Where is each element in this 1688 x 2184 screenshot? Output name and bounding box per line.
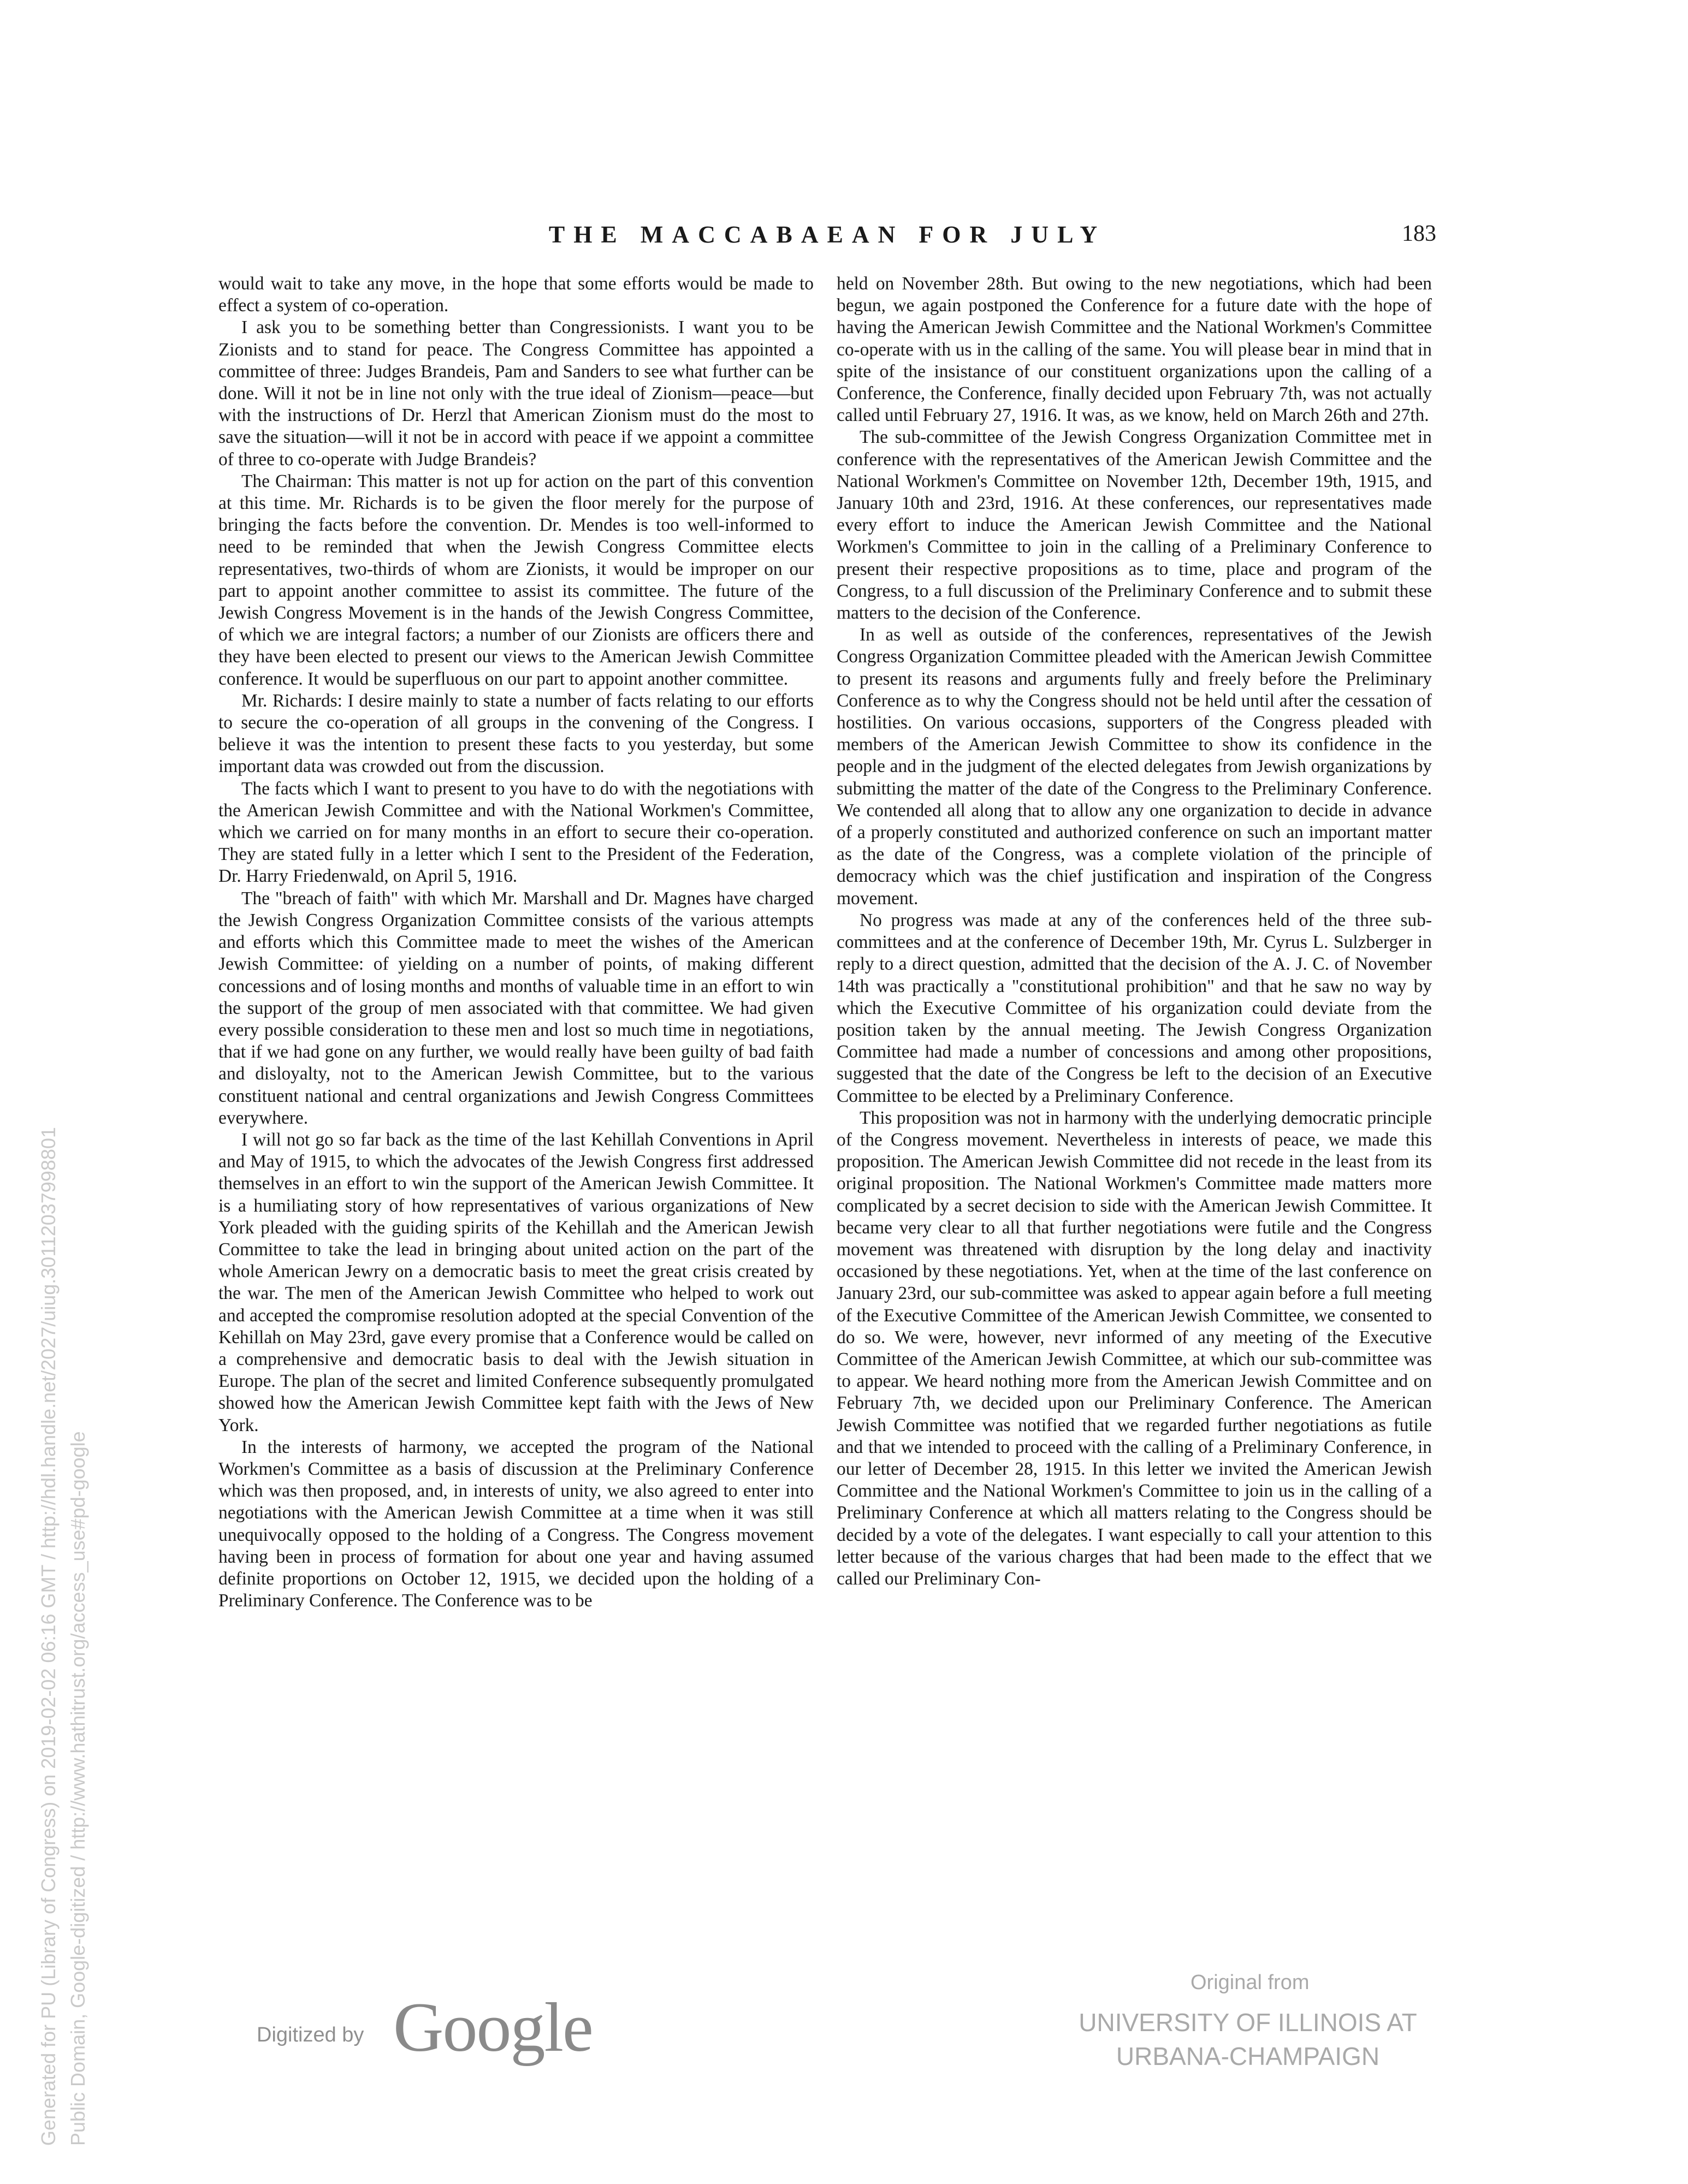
- paragraph: would wait to take any move, in the hope that some efforts would be made to effect a system of co-operation.: [218, 274, 814, 316]
- paragraph: The facts which I want to present to you have to do with the negotiations with the American Jewish Committee and with the National Workmen's Committee, which we carried on for many months in an effort to secure their co-operation. They are stated fully in a letter which I sent to the President of the Federation, Dr. Harry Friedenwald, on April 5, 1916.: [218, 778, 814, 887]
- paragraph: The "breach of faith" with which Mr. Marshall and Dr. Magnes have charged the Jewish Congress Organization Committee consists of the various attempts and efforts which this Committee made to meet the wishes of the American Jewish Committee: of yielding on a number of points, of making different concessions and of losing months and months of valuable time in an effort to win the support of the group of men associated with that committee. We had given every possible consideration to these men and lost so much time in negotiations, that if we had gone on any further, we would really have been guilty of bad faith and disloyalty, not to the American Jewish Committee, but to the various constituent national and central organizations and Jewish Congress Committees everywhere.: [218, 888, 814, 1128]
- paragraph: Mr. Richards: I desire mainly to state a number of facts relating to our efforts to secure the co-operation of all groups in the convening of the Congress. I believe it was the intention to present these facts to you yesterday, but some important data was crowded out from the discussion.: [218, 690, 814, 777]
- paragraph: No progress was made at any of the conferences held of the three sub-committees and at the conference of December 19th, Mr. Cyrus L. Sulzberger in reply to a direct question, admitted that the decision of the A. J. C. of November 14th was practically a "constitutional prohibition" and that he saw no way by which the Executive Committee of his organization could deviate from the position taken by the annual meeting. The Jewish Congress Organization Committee had made a number of concessions and among other propositions, suggested that the date of the Congress be left to the decision of an Executive Committee to be elected by a Preliminary Conference.: [837, 910, 1432, 1106]
- running-head: THE MACCABAEAN FOR JULY: [548, 221, 1106, 248]
- paragraph: The Chairman: This matter is not up for action on the part of this convention at this time. Mr. Richards is to be given the floor merely for the purpose of bringing the facts before the convention. Dr. Mendes is too well-informed to need to be reminded that when the Jewish Congress Committee elects representatives, two-thirds of whom are Zionists, it would be improper on our part to appoint another committee to assist its committee. The future of the Jewish Congress Movement is in the hands of the Jewish Congress Committee, of which we are integral factors; a number of our Zionists are officers there and they have been elected to present our views to the American Jewish Committee conference. It would be superfluous on our part to appoint another committee.: [218, 471, 814, 689]
- institution-line: UNIVERSITY OF ILLINOIS AT: [1079, 2008, 1417, 2037]
- hathitrust-side-watermark: [34, 781, 93, 2146]
- right-column: [837, 273, 1432, 1791]
- left-column: [218, 273, 814, 1791]
- original-from-label: Original from: [1191, 1971, 1310, 1994]
- paragraph: The sub-committee of the Jewish Congress Organization Committee met in conference with the representatives of the American Jewish Committee and the National Workmen's Committee on November 12th, December 19th, 1915, and January 10th and 23rd, 1916. At these conferences, our representatives made every effort to induce the American Jewish Committee and the National Workmen's Committee to join in the calling of a Preliminary Conference to present their respective propositions as to time, place and program of the Congress, to a full discussion of the Preliminary Conference and to submit these matters to the decision of the Conference.: [837, 427, 1432, 624]
- page-header: [218, 221, 1436, 259]
- institution-line: URBANA-CHAMPAIGN: [1116, 2042, 1380, 2070]
- page-number: 183: [1402, 221, 1436, 246]
- paragraph: In as well as outside of the conferences, representatives of the Jewish Congress Organization Committee pleaded with the American Jewish Committee to present its reasons and arguments fully and freely before the Preliminary Conference as to why the Congress should not be held until after the cessation of hostilities. On various occasions, supporters of the Congress pleaded with members of the American Jewish Committee to show its confidence in the people and in the judgment of the elected delegates from Jewish organizations by submitting the matter of the date of the Congress to the Preliminary Conference. We contended all along that to allow any one organization to decide in advance of a properly constituted and authorized conference on such an important matter as the date of the Congress, was a complete violation of the principle of democracy which was the chief justification and inspiration of the Congress movement.: [837, 625, 1432, 909]
- google-logo: Google: [393, 1989, 593, 2066]
- paragraph: held on November 28th. But owing to the new negotiations, which had been begun, we again postponed the Conference for a future date with the hope of having the American Jewish Committee and the National Workmen's Committee co-operate with us in the calling of the same. You will please bear in mind that in spite of the insistance of our constituent organizations upon the calling of a Conference, the Conference, finally decided upon February 7th, was not actually called until February 27, 1916. It was, as we know, held on March 26th and 27th.: [837, 274, 1432, 426]
- watermark-line: Public Domain, Google-digitized / http://www.hathitrust.org/access_use#pd-google: [67, 1431, 89, 2146]
- digitized-by-google: [257, 1987, 595, 2064]
- watermark-line: Generated for PU (Library of Congress) on 2019-02-02 06:16 GMT / http://hdl.handle.net/2027/uiug.30112037998801: [37, 1127, 60, 2146]
- digitized-by-label: Digitized by: [257, 2023, 364, 2046]
- paragraph: This proposition was not in harmony with the underlying democratic principle of the Congress movement. Nevertheless in interests of peace, we made this proposition. The American Jewish Committee did not recede in the least from its original proposition. The National Workmen's Committee made matters more complicated by a secret decision to side with the American Jewish Committee. It became very clear to all that further negotiations were futile and the Congress movement was threatened with disruption by the long delay and inactivity occasioned by these negotiations. Yet, when at the time of the last conference on January 23rd, our sub-committee was asked to appear again before a full meeting of the Executive Committee of the American Jewish Committee, we consented to do so. We were, however, nevr informed of any meeting of the Executive Committee of the American Jewish Committee, at which our sub-committee was to appear. We heard nothing more from the American Jewish Committee and on February 7th, we decided upon our Preliminary Conference. The American Jewish Committee was notified that we regarded further negotiations as futile and that we intended to proceed with the calling of a Preliminary Conference, in our letter of December 28, 1915. In this letter we invited the American Jewish Committee and the National Workmen's Committee to join us in the calling of a Preliminary Conference at which all matters relating to the Congress should be decided by a vote of the delegates. I want especially to call your attention to this letter because of the various charges that had been made to the effect that we called our Preliminary Con-: [837, 1107, 1432, 1589]
- paragraph: In the interests of harmony, we accepted the program of the National Workmen's Committee as a basis of discussion at the Preliminary Conference which was then proposed, and, in interests of unity, we also agreed to enter into negotiations with the American Jewish Committee at a time when it was still unequivocally opposed to the holding of a Congress. The Congress movement having been in process of formation for about one year and having assumed definite proportions on October 12, 1915, we decided upon the holding of a Preliminary Conference. The Conference was to be: [218, 1437, 814, 1611]
- original-from-stamp: [1070, 1971, 1425, 2073]
- paragraph: I ask you to be something better than Congressionists. I want you to be Zionists and to stand for peace. The Congress Committee has appointed a committee of three: Judges Brandeis, Pam and Sanders to see what further can be done. Will it not be in line not only with the true ideal of Zionism—peace—but with the instructions of Dr. Herzl that American Zionism must do the most to save the situation—will it not be in accord with peace if we appoint a committee of three to co-operate with Judge Brandeis?: [218, 317, 814, 470]
- paragraph: I will not go so far back as the time of the last Kehillah Conventions in April and May of 1915, to which the advocates of the Jewish Congress first addressed themselves in an effort to win the support of the American Jewish Committee. It is a humiliating story of how representatives of various organizations of New York pleaded with the guiding spirits of the Kehillah and the American Jewish Committee to take the lead in bringing about united action on the part of the whole American Jewry on a democratic basis to meet the great crisis created by the war. The men of the American Jewish Committee who helped to work out and accepted the compromise resolution adopted at the special Convention of the Kehillah on May 23rd, gave every promise that a Conference would be called on a comprehensive and democratic basis to deal with the Jewish situation in Europe. The plan of the secret and limited Conference subsequently promulgated showed how the American Jewish Committee kept faith with the Jews of New York.: [218, 1129, 814, 1435]
